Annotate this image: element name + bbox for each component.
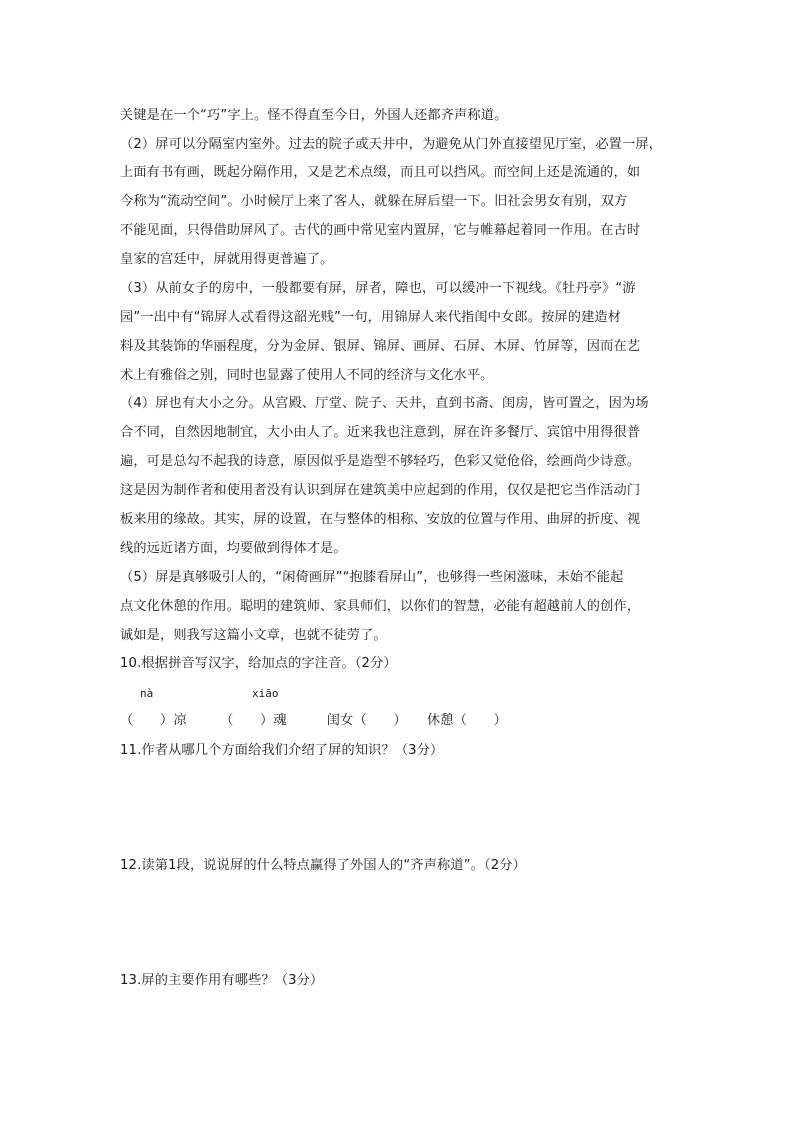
paragraph-line-17: （5）屏是真够吸引人的，“闲倚画屏”“抱膝看屏山”，也够得一些闲滋味，未始不能起 xyxy=(120,570,624,585)
question-11: 11.作者从哪几个方面给我们介绍了屏的知识？（3分） xyxy=(120,743,444,758)
paragraph-line-9: 料及其装饰的华丽程度，分为金屏、银屏、锦屏、画屏、石屏、木屏、竹屏等，因而在艺 xyxy=(120,339,641,354)
paragraph-line-5: 不能见面，只得借助屏风了。古代的画中常见室内置屏，它与帷幕起着同一作用。在古时 xyxy=(120,223,641,238)
paragraph-line-18: 点文化休憩的作用。聪明的建筑师、家具师们，以你们的智慧，必能有超越前人的创作， xyxy=(120,599,641,614)
paragraph-line-14: 这是因为制作者和使用者没有认识到屏在建筑美中应起到的作用，仅仅是把它当作活动门 xyxy=(120,483,641,498)
paragraph-line-19: 诚如是，则我写这篇小文章，也就不徒劳了。 xyxy=(120,628,387,643)
question-10-prompt: 10.根据拼音写汉字，给加点的字注音。（2分） xyxy=(120,656,397,671)
paragraph-line-15: 板来用的缘故。其实，屏的设置，在与整体的相称、安放的位置与作用、曲屏的折度、视 xyxy=(120,512,641,527)
paragraph-line-8: 园”一出中有“锦屏人忒看得这韶光贱”一句，用锦屏人来代指闺中女郎。按屏的建造材 xyxy=(120,310,622,325)
paragraph-line-1: 关键是在一个“巧”字上。怪不得直至今日，外国人还都齐声称道。 xyxy=(120,108,508,123)
paragraph-line-10: 术上有雅俗之别，同时也显露了使用人不同的经济与文化水平。 xyxy=(120,368,494,383)
paragraph-line-11: （4）屏也有大小之分。从宫殿、厅堂、院子、天井，直到书斋、闺房，皆可置之，因为场 xyxy=(120,396,649,411)
paragraph-line-2: （2）屏可以分隔室内室外。过去的院子或天井中，为避免从门外直接望见厅室，必置一屏， xyxy=(120,137,663,152)
paragraph-line-3: 上面有书有画，既起分隔作用，又是艺术点缀，而且可以挡风。而空间上还是流通的，如 xyxy=(120,165,641,180)
question-12: 12.读第1段，说说屏的什么特点赢得了外国人的“齐声称道”。（2分） xyxy=(120,858,526,873)
pinyin-hint-2: xiāo xyxy=(252,687,279,700)
question-10-blanks: （ ）凉 （ ）魂 闺女（ ） 休憩（ ） xyxy=(120,713,507,728)
pinyin-hint-1: nà xyxy=(140,687,154,700)
paragraph-line-6: 皇家的宫廷中，屏就用得更普遍了。 xyxy=(120,252,334,267)
paragraph-line-12: 合不同，自然因地制宜，大小由人了。近来我也注意到，屏在许多餐厅、宾馆中用得很普 xyxy=(120,425,641,440)
paragraph-line-7: （3）从前女子的房中，一般都要有屏，屏者，障也，可以缓冲一下视线。《牡丹亭》“游 xyxy=(120,281,636,296)
paragraph-line-16: 线的远近诸方面，均要做到得体才是。 xyxy=(120,541,347,556)
paragraph-line-4: 今称为“流动空间”。小时候厅上来了客人，就躲在屏后望一下。旧社会男女有别，双方 xyxy=(120,194,628,209)
question-13: 13.屏的主要作用有哪些？（3分） xyxy=(120,973,324,988)
paragraph-line-13: 遍，可是总勾不起我的诗意，原因似乎是造型不够轻巧，色彩又觉伧俗，绘画尚少诗意。 xyxy=(120,454,641,469)
